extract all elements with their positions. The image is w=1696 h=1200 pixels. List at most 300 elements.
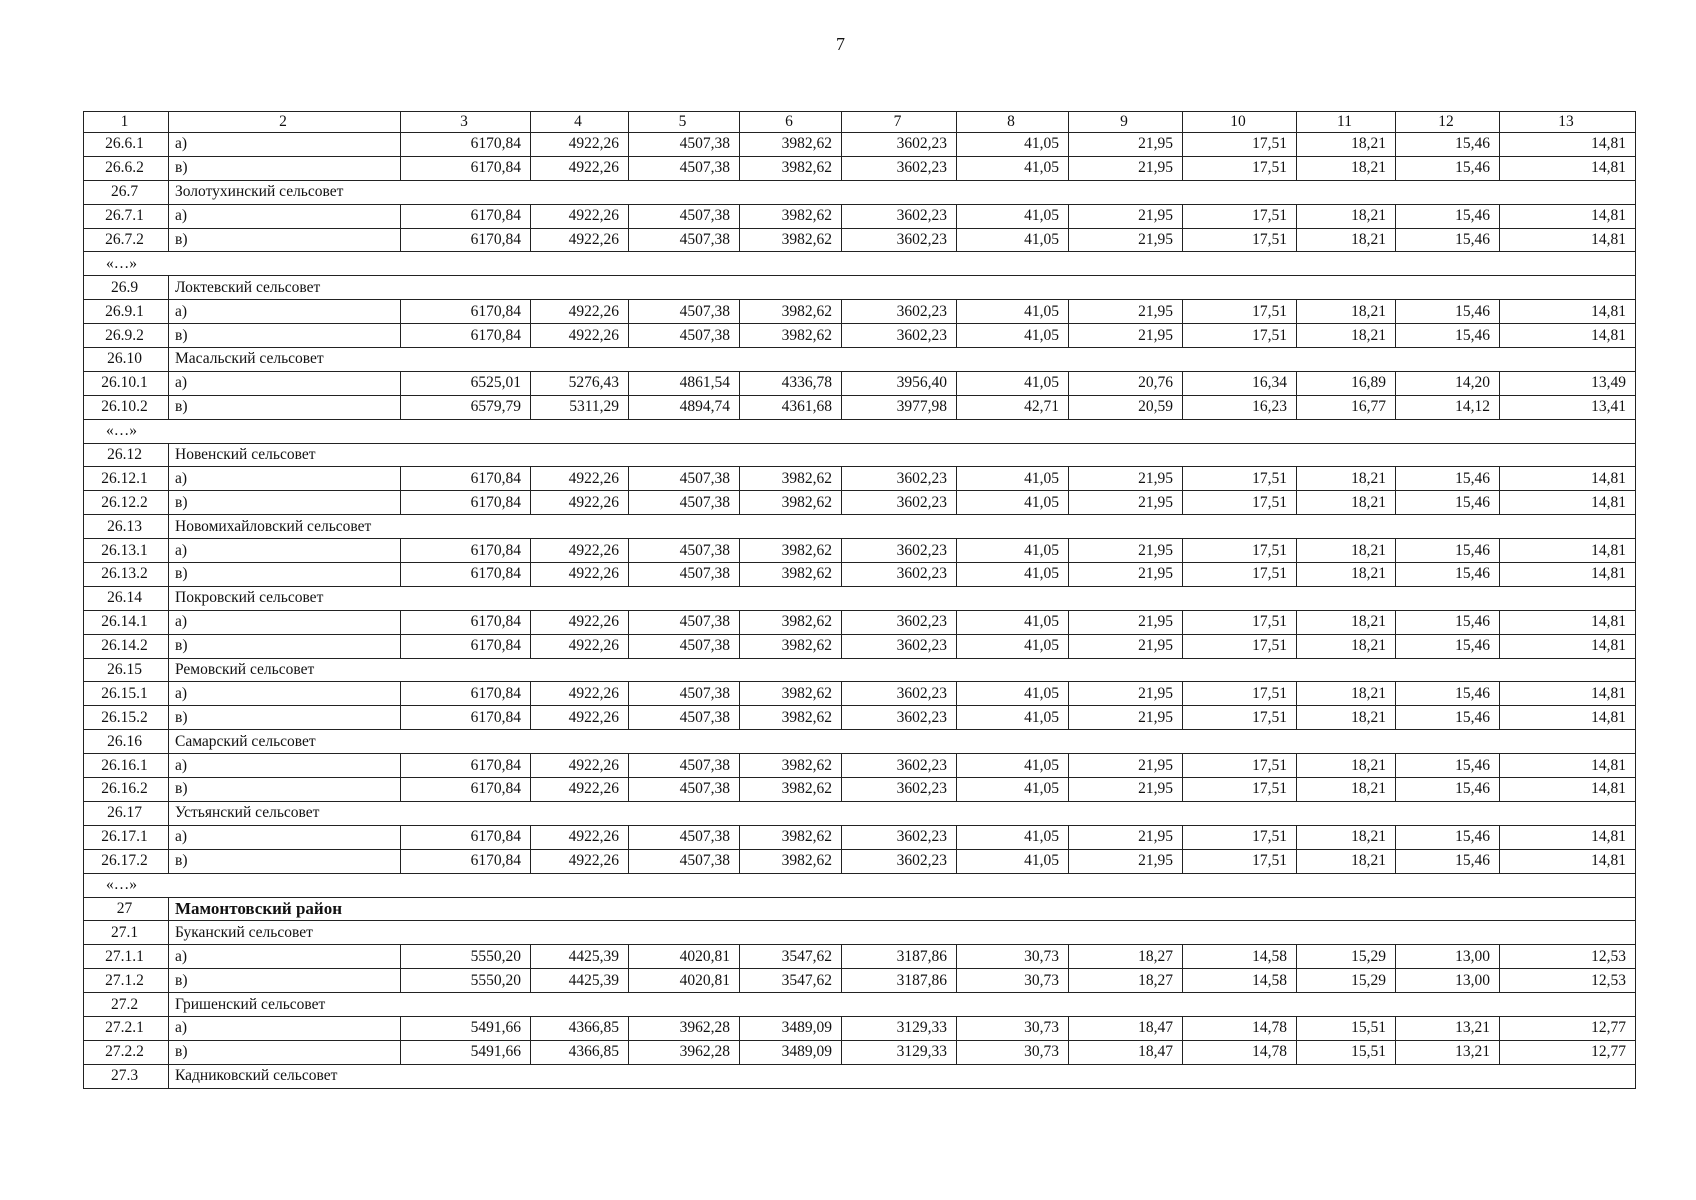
- row-label: а): [169, 825, 401, 849]
- section-title: Самарский сельсовет: [169, 730, 1636, 754]
- value-cell: 15,46: [1396, 324, 1500, 348]
- row-code: 26.12.1: [84, 467, 169, 491]
- value-cell: 3602,23: [842, 324, 957, 348]
- value-cell: 3982,62: [740, 156, 842, 180]
- value-cell: 3982,62: [740, 563, 842, 587]
- value-cell: 15,46: [1396, 133, 1500, 157]
- value-cell: 18,27: [1069, 969, 1183, 993]
- value-cell: 18,21: [1297, 706, 1396, 730]
- value-cell: 4336,78: [740, 371, 842, 395]
- value-cell: 41,05: [957, 156, 1069, 180]
- value-cell: 6170,84: [401, 849, 531, 873]
- value-cell: 3982,62: [740, 849, 842, 873]
- value-cell: 4507,38: [629, 634, 740, 658]
- section-code: 26.12: [84, 443, 169, 467]
- value-cell: 21,95: [1069, 563, 1183, 587]
- section-title: Устьянский сельсовет: [169, 801, 1636, 825]
- value-cell: 4507,38: [629, 228, 740, 252]
- value-cell: 4507,38: [629, 491, 740, 515]
- column-number-header: 13: [1500, 112, 1636, 133]
- value-cell: 3602,23: [842, 491, 957, 515]
- value-cell: 16,23: [1183, 395, 1297, 419]
- column-number-header: 12: [1396, 112, 1500, 133]
- section-code: 26.9: [84, 276, 169, 300]
- value-cell: 12,77: [1500, 1016, 1636, 1040]
- row-code: 26.15.2: [84, 706, 169, 730]
- value-cell: 5550,20: [401, 945, 531, 969]
- table-row: [84, 371, 1636, 395]
- value-cell: 14,58: [1183, 969, 1297, 993]
- value-cell: 15,46: [1396, 491, 1500, 515]
- column-number-header: 4: [531, 112, 629, 133]
- value-cell: 17,51: [1183, 610, 1297, 634]
- value-cell: 3547,62: [740, 969, 842, 993]
- value-cell: 17,51: [1183, 324, 1297, 348]
- value-cell: 4922,26: [531, 634, 629, 658]
- value-cell: 17,51: [1183, 539, 1297, 563]
- value-cell: 41,05: [957, 778, 1069, 802]
- section-code: 26.16: [84, 730, 169, 754]
- value-cell: 15,46: [1396, 778, 1500, 802]
- value-cell: 20,59: [1069, 395, 1183, 419]
- value-cell: 14,78: [1183, 1016, 1297, 1040]
- value-cell: 3962,28: [629, 1040, 740, 1064]
- value-cell: 18,21: [1297, 778, 1396, 802]
- value-cell: 18,21: [1297, 634, 1396, 658]
- value-cell: 3977,98: [842, 395, 957, 419]
- section-code: 26.10: [84, 348, 169, 372]
- value-cell: 4922,26: [531, 228, 629, 252]
- column-number-header: 5: [629, 112, 740, 133]
- table-row: [84, 754, 1636, 778]
- value-cell: 15,46: [1396, 300, 1500, 324]
- value-cell: 13,21: [1396, 1040, 1500, 1064]
- section-row: [84, 801, 1636, 825]
- value-cell: 3962,28: [629, 1016, 740, 1040]
- table-row: [84, 682, 1636, 706]
- value-cell: 18,21: [1297, 204, 1396, 228]
- value-cell: 4861,54: [629, 371, 740, 395]
- value-cell: 13,41: [1500, 395, 1636, 419]
- value-cell: 3982,62: [740, 539, 842, 563]
- value-cell: 16,77: [1297, 395, 1396, 419]
- value-cell: 6170,84: [401, 324, 531, 348]
- value-cell: 4922,26: [531, 563, 629, 587]
- page-number: 7: [836, 34, 845, 54]
- value-cell: 14,78: [1183, 1040, 1297, 1064]
- section-row: [84, 443, 1636, 467]
- section-title: Локтевский сельсовет: [169, 276, 1636, 300]
- section-title: Новомихайловский сельсовет: [169, 515, 1636, 539]
- value-cell: 18,21: [1297, 467, 1396, 491]
- value-cell: 15,46: [1396, 204, 1500, 228]
- value-cell: 4922,26: [531, 754, 629, 778]
- value-cell: 4507,38: [629, 778, 740, 802]
- row-label: а): [169, 300, 401, 324]
- row-code: 27.2.2: [84, 1040, 169, 1064]
- row-label: в): [169, 156, 401, 180]
- row-code: 26.16.2: [84, 778, 169, 802]
- value-cell: 3489,09: [740, 1040, 842, 1064]
- value-cell: 14,81: [1500, 682, 1636, 706]
- value-cell: 6170,84: [401, 706, 531, 730]
- value-cell: 14,81: [1500, 228, 1636, 252]
- column-number-header: 1: [84, 112, 169, 133]
- value-cell: 18,21: [1297, 825, 1396, 849]
- section-title: Ремовский сельсовет: [169, 658, 1636, 682]
- row-label: а): [169, 754, 401, 778]
- value-cell: 3602,23: [842, 563, 957, 587]
- value-cell: 13,00: [1396, 969, 1500, 993]
- row-label: в): [169, 563, 401, 587]
- value-cell: 4922,26: [531, 610, 629, 634]
- value-cell: 17,51: [1183, 778, 1297, 802]
- value-cell: 3602,23: [842, 204, 957, 228]
- value-cell: 41,05: [957, 754, 1069, 778]
- value-cell: 18,21: [1297, 133, 1396, 157]
- section-row: [84, 730, 1636, 754]
- row-code: 26.13.2: [84, 563, 169, 587]
- value-cell: 18,21: [1297, 300, 1396, 324]
- ellipsis-row: [84, 873, 1636, 897]
- row-code: 26.13.1: [84, 539, 169, 563]
- value-cell: 21,95: [1069, 156, 1183, 180]
- value-cell: 4507,38: [629, 467, 740, 491]
- value-cell: 3982,62: [740, 706, 842, 730]
- column-number-header: 7: [842, 112, 957, 133]
- value-cell: 41,05: [957, 849, 1069, 873]
- section-title: Масальский сельсовет: [169, 348, 1636, 372]
- row-label: в): [169, 706, 401, 730]
- value-cell: 15,46: [1396, 825, 1500, 849]
- value-cell: 6170,84: [401, 491, 531, 515]
- value-cell: 14,81: [1500, 467, 1636, 491]
- row-code: 26.7.1: [84, 204, 169, 228]
- value-cell: 18,47: [1069, 1016, 1183, 1040]
- value-cell: 3602,23: [842, 133, 957, 157]
- value-cell: 42,71: [957, 395, 1069, 419]
- value-cell: 21,95: [1069, 706, 1183, 730]
- value-cell: 21,95: [1069, 133, 1183, 157]
- table-row: [84, 706, 1636, 730]
- value-cell: 17,51: [1183, 825, 1297, 849]
- value-cell: 6170,84: [401, 563, 531, 587]
- section-title: Покровский сельсовет: [169, 586, 1636, 610]
- row-code: 26.17.2: [84, 849, 169, 873]
- value-cell: 3602,23: [842, 539, 957, 563]
- value-cell: 18,21: [1297, 754, 1396, 778]
- section-row: [84, 897, 1636, 921]
- value-cell: 13,49: [1500, 371, 1636, 395]
- ellipsis-row: [84, 419, 1636, 443]
- value-cell: 18,47: [1069, 1040, 1183, 1064]
- value-cell: 4922,26: [531, 204, 629, 228]
- value-cell: 30,73: [957, 945, 1069, 969]
- value-cell: 4366,85: [531, 1040, 629, 1064]
- row-label: а): [169, 133, 401, 157]
- value-cell: 13,00: [1396, 945, 1500, 969]
- value-cell: 18,21: [1297, 491, 1396, 515]
- table-row: [84, 634, 1636, 658]
- section-code: 26.15: [84, 658, 169, 682]
- value-cell: 15,46: [1396, 634, 1500, 658]
- ellipsis-row: [84, 252, 1636, 276]
- row-code: 26.7.2: [84, 228, 169, 252]
- value-cell: 4507,38: [629, 133, 740, 157]
- value-cell: 21,95: [1069, 825, 1183, 849]
- value-cell: 14,20: [1396, 371, 1500, 395]
- table-row: [84, 849, 1636, 873]
- value-cell: 3602,23: [842, 156, 957, 180]
- value-cell: 3187,86: [842, 945, 957, 969]
- value-cell: 5311,29: [531, 395, 629, 419]
- value-cell: 3129,33: [842, 1016, 957, 1040]
- table-row: [84, 228, 1636, 252]
- section-code: 26.14: [84, 586, 169, 610]
- section-code: 27.1: [84, 921, 169, 945]
- value-cell: 14,81: [1500, 156, 1636, 180]
- value-cell: 3982,62: [740, 778, 842, 802]
- value-cell: 41,05: [957, 706, 1069, 730]
- row-label: а): [169, 610, 401, 634]
- value-cell: 18,27: [1069, 945, 1183, 969]
- value-cell: 18,21: [1297, 563, 1396, 587]
- row-label: а): [169, 204, 401, 228]
- row-code: 26.9.2: [84, 324, 169, 348]
- table-row: [84, 778, 1636, 802]
- value-cell: 21,95: [1069, 324, 1183, 348]
- section-row: [84, 921, 1636, 945]
- column-number-header: 8: [957, 112, 1069, 133]
- value-cell: 14,81: [1500, 849, 1636, 873]
- value-cell: 3602,23: [842, 682, 957, 706]
- value-cell: 18,21: [1297, 849, 1396, 873]
- section-title: Новенский сельсовет: [169, 443, 1636, 467]
- row-label: а): [169, 539, 401, 563]
- section-code: 26.7: [84, 180, 169, 204]
- value-cell: 41,05: [957, 467, 1069, 491]
- row-label: в): [169, 969, 401, 993]
- section-title: Буканский сельсовет: [169, 921, 1636, 945]
- header-row: [84, 112, 1636, 133]
- value-cell: 4922,26: [531, 706, 629, 730]
- column-number-header: 10: [1183, 112, 1297, 133]
- value-cell: 17,51: [1183, 706, 1297, 730]
- value-cell: 4922,26: [531, 300, 629, 324]
- value-cell: 41,05: [957, 300, 1069, 324]
- row-code: 26.12.2: [84, 491, 169, 515]
- value-cell: 3982,62: [740, 610, 842, 634]
- value-cell: 15,29: [1297, 969, 1396, 993]
- value-cell: 15,46: [1396, 849, 1500, 873]
- row-label: в): [169, 324, 401, 348]
- value-cell: 6170,84: [401, 300, 531, 324]
- value-cell: 3982,62: [740, 634, 842, 658]
- row-code: 26.6.1: [84, 133, 169, 157]
- value-cell: 4366,85: [531, 1016, 629, 1040]
- value-cell: 4507,38: [629, 563, 740, 587]
- table-row: [84, 467, 1636, 491]
- table-row: [84, 395, 1636, 419]
- value-cell: 4507,38: [629, 754, 740, 778]
- value-cell: 3602,23: [842, 754, 957, 778]
- column-number-header: 9: [1069, 112, 1183, 133]
- row-label: в): [169, 395, 401, 419]
- value-cell: 41,05: [957, 491, 1069, 515]
- value-cell: 6170,84: [401, 754, 531, 778]
- section-title: Гришенский сельсовет: [169, 993, 1636, 1017]
- value-cell: 15,46: [1396, 610, 1500, 634]
- omission-mark: «…»: [84, 419, 1636, 443]
- value-cell: 3602,23: [842, 706, 957, 730]
- table-row: [84, 300, 1636, 324]
- value-cell: 6170,84: [401, 634, 531, 658]
- value-cell: 3982,62: [740, 467, 842, 491]
- row-label: в): [169, 849, 401, 873]
- value-cell: 18,21: [1297, 228, 1396, 252]
- value-cell: 21,95: [1069, 754, 1183, 778]
- value-cell: 6170,84: [401, 610, 531, 634]
- value-cell: 3982,62: [740, 754, 842, 778]
- value-cell: 4507,38: [629, 706, 740, 730]
- value-cell: 15,46: [1396, 706, 1500, 730]
- tariff-table: [83, 111, 1636, 1089]
- section-row: [84, 1064, 1636, 1088]
- value-cell: 3129,33: [842, 1040, 957, 1064]
- value-cell: 15,46: [1396, 539, 1500, 563]
- value-cell: 4922,26: [531, 825, 629, 849]
- value-cell: 41,05: [957, 563, 1069, 587]
- table-row: [84, 133, 1636, 157]
- value-cell: 21,95: [1069, 539, 1183, 563]
- value-cell: 3489,09: [740, 1016, 842, 1040]
- row-code: 26.9.1: [84, 300, 169, 324]
- row-code: 27.1.2: [84, 969, 169, 993]
- table-row: [84, 1016, 1636, 1040]
- value-cell: 30,73: [957, 1016, 1069, 1040]
- value-cell: 17,51: [1183, 300, 1297, 324]
- section-row: [84, 515, 1636, 539]
- omission-mark: «…»: [84, 873, 1636, 897]
- value-cell: 6170,84: [401, 228, 531, 252]
- value-cell: 3982,62: [740, 300, 842, 324]
- value-cell: 3602,23: [842, 467, 957, 491]
- section-row: [84, 658, 1636, 682]
- value-cell: 4922,26: [531, 778, 629, 802]
- table-body: [84, 112, 1636, 1089]
- section-code: 26.17: [84, 801, 169, 825]
- section-row: [84, 180, 1636, 204]
- section-code: 27: [84, 897, 169, 921]
- section-code: 27.3: [84, 1064, 169, 1088]
- value-cell: 3982,62: [740, 133, 842, 157]
- value-cell: 15,46: [1396, 156, 1500, 180]
- section-title: Золотухинский сельсовет: [169, 180, 1636, 204]
- value-cell: 17,51: [1183, 204, 1297, 228]
- value-cell: 12,53: [1500, 945, 1636, 969]
- value-cell: 16,34: [1183, 371, 1297, 395]
- value-cell: 14,81: [1500, 491, 1636, 515]
- value-cell: 14,81: [1500, 324, 1636, 348]
- value-cell: 41,05: [957, 324, 1069, 348]
- value-cell: 41,05: [957, 371, 1069, 395]
- value-cell: 21,95: [1069, 682, 1183, 706]
- row-label: а): [169, 945, 401, 969]
- value-cell: 14,81: [1500, 204, 1636, 228]
- column-number-header: 11: [1297, 112, 1396, 133]
- value-cell: 41,05: [957, 228, 1069, 252]
- value-cell: 14,81: [1500, 634, 1636, 658]
- value-cell: 14,81: [1500, 825, 1636, 849]
- value-cell: 21,95: [1069, 778, 1183, 802]
- row-label: в): [169, 778, 401, 802]
- value-cell: 6525,01: [401, 371, 531, 395]
- row-label: а): [169, 682, 401, 706]
- value-cell: 14,81: [1500, 563, 1636, 587]
- value-cell: 21,95: [1069, 634, 1183, 658]
- section-row: [84, 993, 1636, 1017]
- omission-mark: «…»: [84, 252, 1636, 276]
- table-row: [84, 610, 1636, 634]
- value-cell: 3982,62: [740, 324, 842, 348]
- value-cell: 4507,38: [629, 324, 740, 348]
- value-cell: 6170,84: [401, 825, 531, 849]
- value-cell: 4507,38: [629, 849, 740, 873]
- value-cell: 18,21: [1297, 682, 1396, 706]
- value-cell: 3982,62: [740, 228, 842, 252]
- value-cell: 14,81: [1500, 754, 1636, 778]
- table-row: [84, 969, 1636, 993]
- value-cell: 6170,84: [401, 539, 531, 563]
- row-label: в): [169, 1040, 401, 1064]
- value-cell: 14,12: [1396, 395, 1500, 419]
- table-row: [84, 156, 1636, 180]
- value-cell: 6170,84: [401, 682, 531, 706]
- value-cell: 5491,66: [401, 1016, 531, 1040]
- table-row: [84, 539, 1636, 563]
- value-cell: 15,51: [1297, 1040, 1396, 1064]
- row-label: в): [169, 634, 401, 658]
- column-number-header: 3: [401, 112, 531, 133]
- value-cell: 30,73: [957, 969, 1069, 993]
- value-cell: 4922,26: [531, 156, 629, 180]
- value-cell: 17,51: [1183, 682, 1297, 706]
- value-cell: 4020,81: [629, 945, 740, 969]
- value-cell: 17,51: [1183, 634, 1297, 658]
- row-label: а): [169, 1016, 401, 1040]
- value-cell: 3602,23: [842, 300, 957, 324]
- section-code: 26.13: [84, 515, 169, 539]
- value-cell: 17,51: [1183, 228, 1297, 252]
- value-cell: 17,51: [1183, 563, 1297, 587]
- value-cell: 4361,68: [740, 395, 842, 419]
- value-cell: 17,51: [1183, 467, 1297, 491]
- value-cell: 41,05: [957, 682, 1069, 706]
- value-cell: 4507,38: [629, 539, 740, 563]
- value-cell: 4507,38: [629, 156, 740, 180]
- value-cell: 3602,23: [842, 778, 957, 802]
- value-cell: 14,58: [1183, 945, 1297, 969]
- value-cell: 21,95: [1069, 467, 1183, 491]
- value-cell: 41,05: [957, 825, 1069, 849]
- value-cell: 14,81: [1500, 300, 1636, 324]
- value-cell: 17,51: [1183, 491, 1297, 515]
- value-cell: 30,73: [957, 1040, 1069, 1064]
- value-cell: 15,46: [1396, 467, 1500, 491]
- value-cell: 21,95: [1069, 610, 1183, 634]
- value-cell: 4922,26: [531, 539, 629, 563]
- value-cell: 5276,43: [531, 371, 629, 395]
